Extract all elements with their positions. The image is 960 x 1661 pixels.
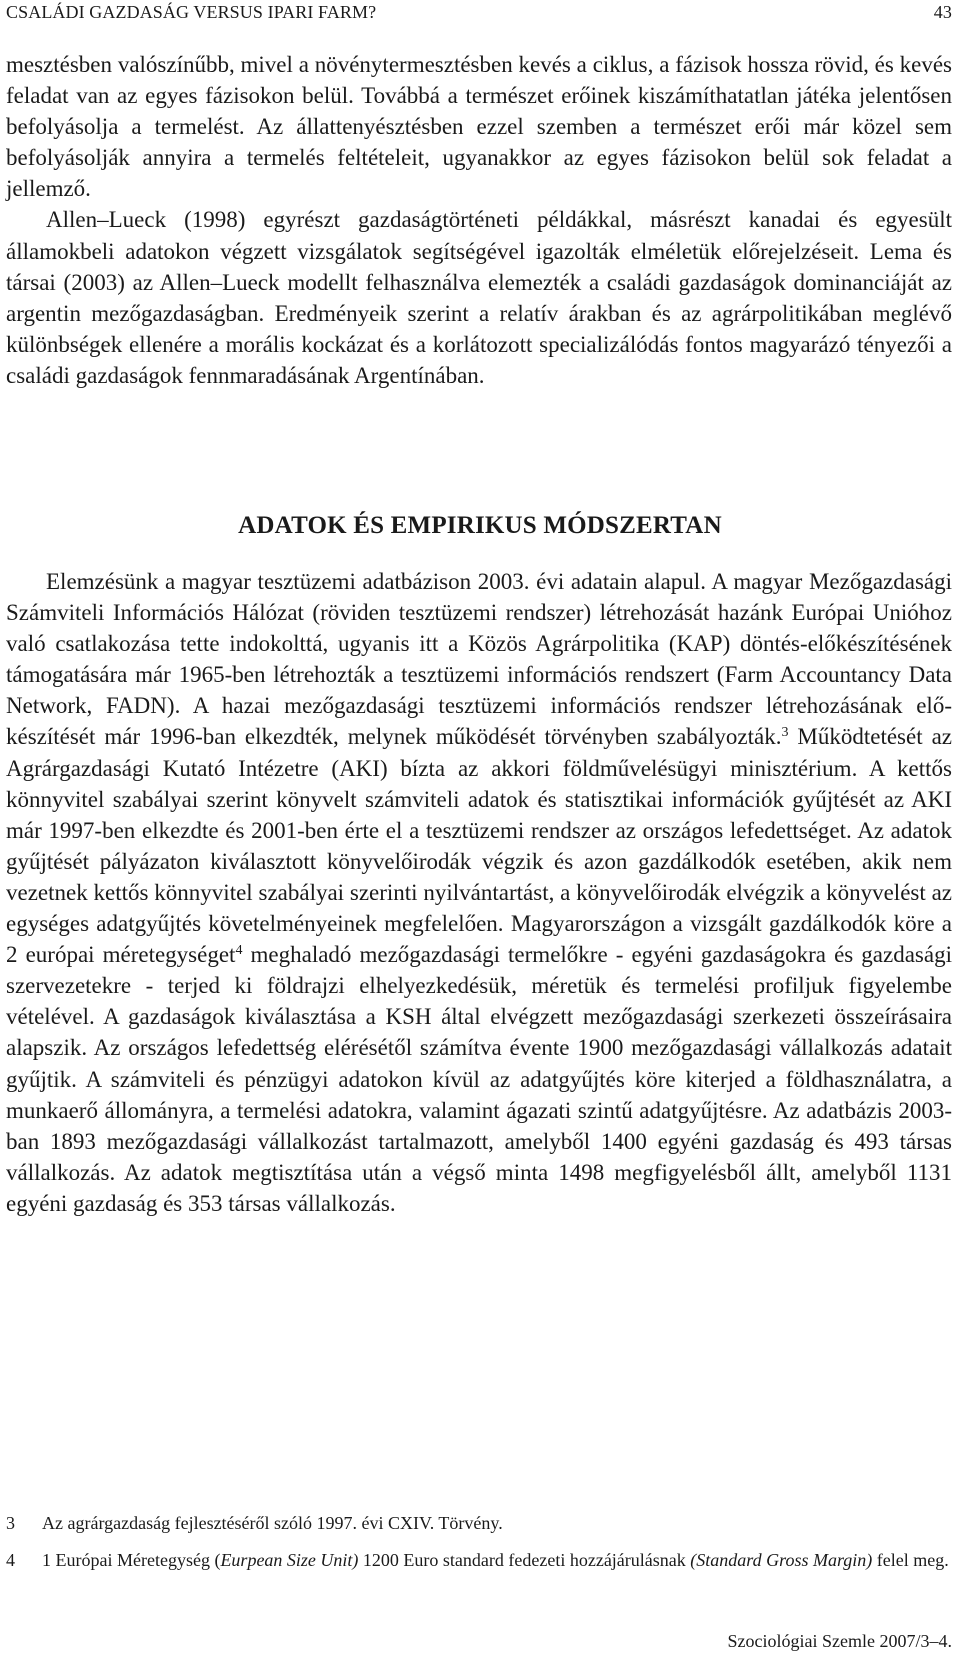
footnote-ref-3[interactable]: 3: [781, 725, 789, 741]
journal-footer: Szociológiai Szemle 2007/3–4.: [727, 1631, 952, 1651]
paragraph-text-c: meghaladó mezőgazdasági termelőkre - egyéni gazdaságokra és gazdasági szervezetekre - terjed ki földrajzi elhelyezkedésük, méretük és termelési profiljuk figyelembe vételével. A gazdaságok kiválasztása a KSH által elvégzett mezőgazdasági szerkezeti összeírásaira alapszik. Az országos lefedettség elérésétől számítva évente 1900 mezőgazdasági vállalkozás adatait gyűjtik. A számviteli és pénzügyi adatokon kívül az adatgyűjtés köre kiterjed a földhasználatra, a munkaerő állományra, a termelési adatokra, valamint ágazati szintű adatgyűjtésre. Az adatbázis 2003-ban 1893 mezőgazdasági vállalkozást tartalmazott, amelyből 1400 egyéni gazdaság és 493 társas vállalkozás. Az adatok megtisztítása után a végső minta 1498 megfigyelésből állt, amelyből 1131 egyéni gazdaság és 353 társas vállalkozás.: [6, 942, 952, 1216]
footnotes: [6, 1512, 952, 1586]
footnote-number: 4: [6, 1550, 15, 1570]
footnote-text-italic-b: (Standard Gross Margin): [690, 1550, 873, 1570]
body-section-2: [6, 566, 952, 1219]
footnote-3: [6, 1512, 952, 1535]
body-section-1: [6, 49, 952, 391]
running-title: CSALÁDI GAZDASÁG VERSUS IPARI FARM?: [6, 2, 377, 22]
running-header: [6, 2, 952, 26]
footnote-ref-4[interactable]: 4: [235, 943, 243, 959]
paragraph-allen-lueck: Allen–Lueck (1998) egyrészt gazdaságtörténeti példákkal, másrészt kanadai és egyesült államokbeli adatokon végzett vizsgálatok segítségével igazolták elméletük előrejelzéseit. Lema és társai (2003) az Allen–Lueck modellt felhasználva elemezték a családi gazdaságok dominanciáját az argentin mezőgazdaságban. Eredményeik szerint a relatív árakban és az agrárpolitikában meglévő különbségek ellenére a morális kockázat és a korlátozott specializálódás fontos magyarázó tényezői a családi gazdaságok fennmaradásának Argentínában.: [6, 207, 952, 388]
footnote-text-c: 1200 Euro standard fedezeti hozzájárulásnak: [358, 1550, 691, 1570]
footnote-text-a: 1 Európai Méretegység (: [42, 1550, 221, 1570]
footnote-4: [6, 1549, 952, 1572]
paragraph-continued: mesztésben valószínűbb, mivel a növénytermesztésben kevés a ciklus, a fázisok hossza rövid, és kevés feladat van az egyes fázisokon belül. Továbbá a természet erőinek kiszámíthatatlan játéka jelentősen befolyásolja a termelést. Az állattenyésztésben ezzel szemben a természet erői már közel sem befolyásolják annyira a termelés feltételeit, ugyanakkor az egyes fázisokon belül sok feladat a jellemző.: [6, 52, 952, 202]
footnote-text: Az agrárgazdaság fejlesztéséről szóló 1997. évi CXIV. Törvény.: [42, 1513, 503, 1533]
paragraph-data-methods: [6, 566, 952, 1219]
footnote-number: 3: [6, 1513, 15, 1533]
footnote-text: [42, 1549, 952, 1572]
section-heading: ADATOK ÉS EMPIRIKUS MÓDSZERTAN: [238, 512, 722, 539]
paragraph-text-b: Működtetését az Agrárgazdasági Kutató Intézetre (AKI) bízta az akkori földművelésügyi minisztérium. A kettős könnyvitel szabályai szerint könyvelt számviteli adatok és statisztikai információk gyűjtését az AKI már 1997-ben elkezdte és 2001-ben érte el a tesztüzemi rendszer az országos lefedettséget. Az adatok gyűjtését pályázaton kiválasztott könyvelőirodák végzik és azon gazdálkodók esetében, akik nem vezetnek kettős könnyvitel szabályai szerinti nyilvántartást, a könyvelőirodák elvégzik a könyvelést az egységes adatgyűjtés követelményeinek megfelelően. Magyarországon a vizsgált gazdálkodók köre a 2 európai méretegységet: [6, 724, 952, 968]
footnote-text-e: felel meg.: [872, 1550, 949, 1570]
paragraph-text-a: Elemzésünk a magyar tesztüzemi adatbázison 2003. évi adatain alapul. A magyar Mezőgazdasági Számviteli Információs Hálózat (röviden tesztüzemi rendszer) létrehozását hazánk Európai Unióhoz való csatlakozása tette indokolttá, ugyanis itt a Közös Agrárpolitika (KAP) döntés-előkészítésének támogatására már 1965-ben létrehozták a tesztüzemi információs rendszert (Farm Accountancy Data Network, FADN). A hazai mezőgazdasági tesztüzemi információs rendszer létrehozásának előkészítését már 1996-ban elkezdték, melynek működését törvényben szabályozták.: [6, 569, 952, 750]
page-number: 43: [933, 2, 952, 22]
footnote-text-italic-a: Eurpean Size Unit): [220, 1550, 359, 1570]
